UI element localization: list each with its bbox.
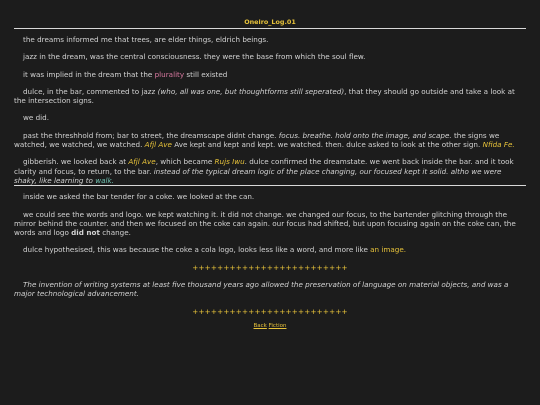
text-segment: , which became [155, 157, 215, 167]
paragraph-coke-watch [14, 210, 526, 238]
text-segment: Ave kept and kept and kept. we watched. then. dulce asked to look at the other sign. [171, 140, 483, 150]
text-segment: it was implied in the dream that the [23, 69, 155, 79]
paragraph-plurality [14, 70, 526, 79]
text-segment: , that they should go outside and take a look at the intersection signs. [14, 86, 515, 106]
italic-focus: focus. breathe. hold onto the image, and scape. [278, 130, 452, 140]
walk-highlight: walk. [95, 175, 114, 185]
plus-divider-bottom: +++++++++++++++++++++++++ [192, 306, 348, 316]
text-segment: . dulce confirmed the dreamstate. we went back inside the bar. and it took clarity and focus, to return, to the bar. [14, 157, 514, 176]
text-segment: dulce hypothesised, this was because the coke a cola logo, looks less like a word, and more like [23, 245, 371, 255]
paragraph-trees: the dreams informed me that trees, are elder things, eldrich beings. [23, 35, 269, 44]
paragraph-threshold [14, 131, 526, 150]
fiction-link[interactable]: Fiction [268, 322, 287, 329]
text-segment: change. [99, 228, 131, 238]
paragraph-dulce-comment [14, 87, 526, 106]
writing-quote: The invention of writing systems at least five thousand years ago allowed the preservation of language on material objects, and was a major technological advancement. [14, 280, 509, 299]
middle-divider [14, 185, 526, 186]
paragraph-hypothesis [14, 245, 526, 254]
back-link[interactable]: Back [253, 322, 267, 329]
paragraph-we-did: we did. [23, 113, 49, 123]
italic-dream-logic: instead of the typical dream logic of the place changing, our focused kept it solid. altho we were shaky, like learning to [14, 166, 502, 185]
sign-nfida-fe: Nfida Fe. [482, 140, 515, 150]
text-segment: still existed [184, 69, 228, 79]
text-segment: dulce, in the bar, commented to jazz [23, 86, 158, 96]
paragraph-gibberish [14, 157, 526, 185]
italic-aside: (who, all was one, but thoughtforms still seperated) [157, 86, 345, 96]
paragraph-coke-ask: inside we asked the bar tender for a coke. we looked at the can. [23, 192, 255, 202]
sign-afjl-ave: Afjl Ave [144, 140, 172, 150]
plus-divider-top: +++++++++++++++++++++++++ [192, 262, 348, 272]
text-segment: we could see the words and logo. we kept watching it. it did not change. we changed our focus, to the bartender glitching through the mirror behind the counter. and then we focused on the coke can again. our focus had shifted, but upon focusing again on the coke can, the words and logo [14, 209, 516, 238]
paragraph-jazz: jazz in the dream, was the central consciousness. they were the base from which the soul flew. [23, 52, 366, 62]
bold-did-not: did not [71, 228, 100, 238]
page-wrapper [14, 18, 526, 331]
sign-afjl-ave: Afjl Ave [128, 157, 156, 167]
text-segment: the signs we watched, we watched, we watched. [14, 130, 500, 150]
plurality-highlight: plurality [154, 69, 185, 79]
top-divider [14, 28, 526, 29]
sign-rujs-iwu: Rujs Iwu [214, 157, 245, 167]
page-title: Oneiro_Log.01 [244, 18, 296, 26]
text-segment: gibberish. we looked back at [23, 157, 129, 167]
text-segment: past the threshhold from; bar to street, the dreamscape didnt change. [23, 130, 279, 140]
footer-nav [14, 322, 526, 331]
an-image-link[interactable]: an image. [370, 245, 407, 255]
